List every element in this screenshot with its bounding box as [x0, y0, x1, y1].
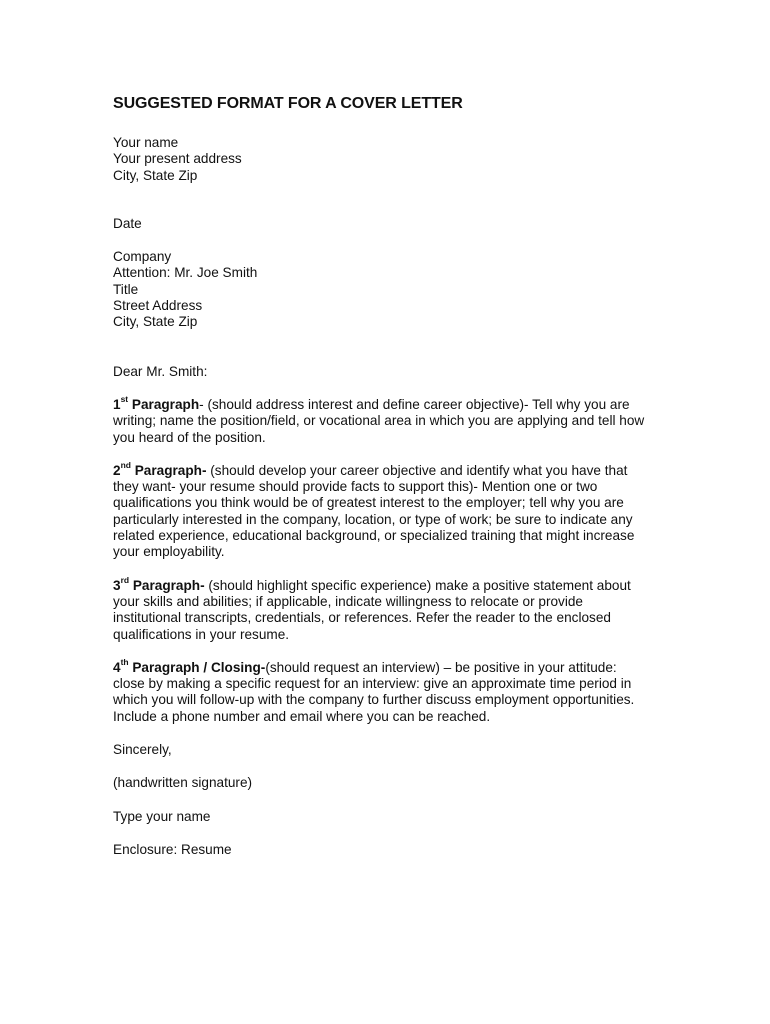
paragraph-4-line-3: which you will follow-up with the company to further discuss employment opportunities.: [113, 692, 635, 708]
paragraph-3-heading: [113, 575, 205, 593]
paragraph-2-line-5: related experience, educational background, or specialized training that might increase: [113, 528, 635, 544]
typed-name-block: [113, 809, 673, 825]
paragraph-3-line-2: your skills and abilities; if applicable, indicate willingness to relocate or provide: [113, 593, 583, 609]
sender-address: Your present address: [113, 151, 242, 167]
paragraph-4-line-1: [113, 657, 673, 676]
recipient-title: Title: [113, 281, 139, 297]
paragraph-2-ordinal: nd: [120, 460, 131, 471]
recipient-city-state-zip: City, State Zip: [113, 314, 198, 330]
paragraph-2-line-6: your employability.: [113, 544, 225, 560]
sincerely: Sincerely,: [113, 742, 172, 758]
paragraph-3-line-4: qualifications in your resume.: [113, 626, 290, 642]
paragraph-4-number: 4: [113, 659, 121, 675]
recipient-block: [113, 249, 673, 330]
date-line: Date: [113, 215, 142, 231]
paragraph-1-ordinal: st: [120, 394, 129, 405]
salutation: Dear Mr. Smith:: [113, 363, 208, 379]
paragraph-2-lead: Paragraph-: [130, 462, 207, 478]
sender-name: Your name: [113, 135, 179, 150]
paragraph-2-number: 2: [113, 462, 121, 478]
recipient-company: Company: [113, 249, 172, 265]
signature-placeholder: (handwritten signature): [113, 775, 253, 791]
paragraph-3-number: 3: [113, 577, 121, 593]
document-title: SUGGESTED FORMAT FOR A COVER LETTER: [113, 95, 463, 112]
recipient-attention: Attention: Mr. Joe Smith: [113, 265, 258, 281]
paragraph-3-text-1: (should highlight specific experience) make a positive statement about: [204, 577, 631, 593]
paragraph-3-ordinal: rd: [120, 575, 130, 586]
paragraph-2-text-1: (should develop your career objective and identify what you have that: [206, 462, 628, 478]
paragraph-1: [113, 394, 673, 446]
paragraph-1-heading: [113, 394, 200, 412]
paragraph-4-lead: Paragraph / Closing-: [128, 659, 266, 675]
sincerely-block: [113, 742, 673, 758]
paragraph-1-lead: Paragraph: [128, 396, 200, 412]
paragraph-2-line-1: [113, 460, 673, 479]
paragraph-4: [113, 657, 673, 725]
enclosure-block: [113, 842, 673, 858]
sender-block: [113, 135, 673, 184]
salutation-block: [113, 364, 673, 380]
paragraph-2-heading: [113, 460, 207, 478]
paragraph-4-line-2: close by making a specific request for an interview: give an approximate time period in: [113, 676, 632, 692]
recipient-street: Street Address: [113, 298, 203, 314]
sender-city-state-zip: City, State Zip: [113, 167, 198, 183]
date-block: [113, 216, 673, 232]
paragraph-2-line-2: they want- your resume should provide facts to support this)- Mention one or two: [113, 479, 598, 495]
signature-block: [113, 775, 673, 791]
paragraph-1-text-1: - (should address interest and define career objective)- Tell why you are: [199, 396, 630, 412]
paragraph-2-line-4: particularly interested in the company, location, or type of work; be sure to indicate any: [113, 511, 633, 527]
cover-letter-page: [113, 94, 673, 858]
paragraph-3-line-3: institutional transcripts, credentials, or references. Refer the reader to the enclosed: [113, 610, 611, 626]
typed-name: Type your name: [113, 808, 211, 824]
enclosure: Enclosure: Resume: [113, 841, 232, 857]
paragraph-3-lead: Paragraph-: [129, 577, 205, 593]
paragraph-2-line-3: qualifications you think would be of greatest interest to the employer; tell why you are: [113, 495, 624, 511]
paragraph-1-line-1: [113, 394, 673, 413]
paragraph-1-line-3: you heard of the position.: [113, 429, 266, 445]
paragraph-4-heading: [113, 657, 266, 675]
paragraph-4-line-4: Include a phone number and email where you can be reached.: [113, 708, 491, 724]
paragraph-3-line-1: [113, 575, 673, 594]
paragraph-3: [113, 575, 673, 643]
paragraph-2: [113, 460, 673, 561]
paragraph-4-ordinal: th: [120, 657, 129, 668]
paragraph-1-number: 1: [113, 396, 121, 412]
paragraph-4-text-1: (should request an interview) – be positive in your attitude:: [265, 659, 617, 675]
paragraph-1-line-2: writing; name the position/field, or vocational area in which you are applying and tell how: [113, 413, 645, 429]
